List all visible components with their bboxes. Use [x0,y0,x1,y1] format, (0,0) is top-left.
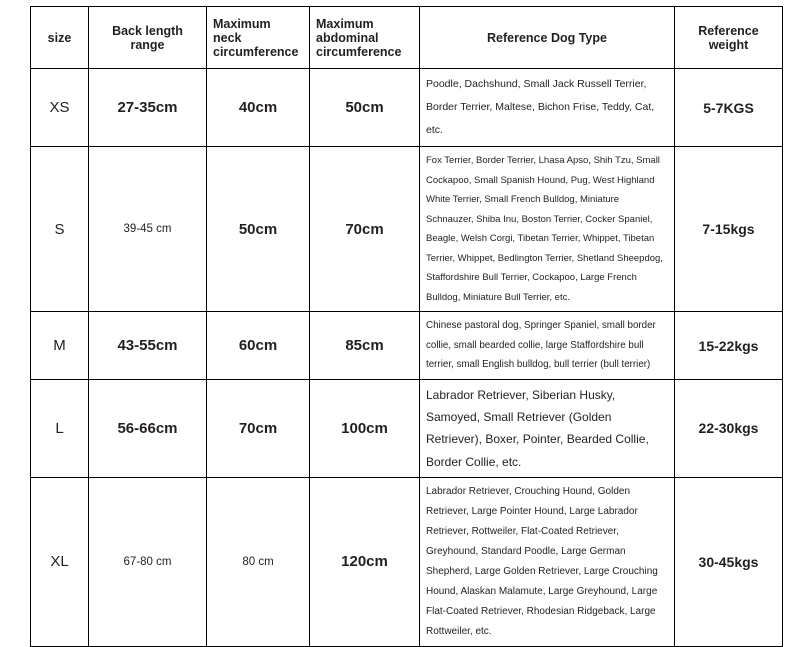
cell-breeds: Fox Terrier, Border Terrier, Lhasa Apso, Shih Tzu, Small Cockapoo, Small Spanish Hound, Pug, West Highland White Terrier, Small French Bulldog, Miniature Schnauzer, Shiba Inu, Boston Terrier, Cocker Spaniel, Beagle, Welsh Corgi, Tibetan Terrier, Whippet, Tibetan Terrier, Whippet, Bedlington Terrier, Shetland Sheepdog, Staffordshire Bull Terrier, Cockapoo, Large French Bulldog, Miniature Bull Terrier, etc. [420,147,675,312]
table-row [31,69,783,147]
header-abdominal-line2: circumference [316,44,402,59]
cell-breeds: Labrador Retriever, Crouching Hound, Golden Retriever, Large Pointer Hound, Large Labrador Retriever, Rottweiler, Flat-Coated Retriever, Greyhound, Standard Poodle, Large German Shepherd, Large Golden Retriever, Large Crouching Hound, Alaskan Malamute, Large Greyhound, Large Flat-Coated Retriever, Rhodesian Ridgeback, Large Rottweiler, etc. [420,477,675,646]
cell-neck: 50cm [207,147,310,312]
table-header-row [31,7,783,69]
cell-weight: 30-45kgs [675,477,783,646]
cell-back-length: 56-66cm [89,380,207,478]
cell-breeds: Labrador Retriever, Siberian Husky, Samoyed, Small Retriever (Golden Retriever), Boxer, Pointer, Bearded Collie, Border Collie, etc. [420,380,675,478]
header-neck-line1: Maximum [213,16,271,31]
header-reference-dog-type: Reference Dog Type [420,7,675,69]
cell-size: XL [31,477,89,646]
table-row [31,312,783,380]
cell-size: L [31,380,89,478]
table-row [31,380,783,478]
cell-weight: 15-22kgs [675,312,783,380]
cell-size: XS [31,69,89,147]
header-abdominal-line1: Maximum abdominal [316,16,379,45]
cell-back-length: 27-35cm [89,69,207,147]
cell-breeds: Poodle, Dachshund, Small Jack Russell Terrier, Border Terrier, Maltese, Bichon Frise, Teddy, Cat, etc. [420,69,675,147]
header-neck-circumference [207,7,310,69]
cell-neck: 80 cm [207,477,310,646]
size-chart-table [30,6,783,647]
header-reference-weight: Reference weight [675,7,783,69]
header-size: size [31,7,89,69]
cell-neck: 70cm [207,380,310,478]
cell-back-length: 39-45 cm [89,147,207,312]
cell-abdominal: 50cm [310,69,420,147]
table-body [31,69,783,647]
header-neck-line2: neck circumference [213,30,299,59]
cell-back-length: 67-80 cm [89,477,207,646]
cell-neck: 40cm [207,69,310,147]
cell-abdominal: 85cm [310,312,420,380]
cell-size: S [31,147,89,312]
header-abdominal-circumference [310,7,420,69]
cell-weight: 7-15kgs [675,147,783,312]
table-row [31,147,783,312]
cell-size: M [31,312,89,380]
cell-abdominal: 120cm [310,477,420,646]
table-row [31,477,783,646]
cell-neck: 60cm [207,312,310,380]
cell-weight: 5-7KGS [675,69,783,147]
cell-abdominal: 100cm [310,380,420,478]
header-back-length: Back length range [89,7,207,69]
cell-back-length: 43-55cm [89,312,207,380]
table-header [31,7,783,69]
cell-abdominal: 70cm [310,147,420,312]
cell-breeds: Chinese pastoral dog, Springer Spaniel, small border collie, small bearded collie, large Staffordshire bull terrier, small English bulldog, bull terrier (bull terrier) [420,312,675,380]
cell-weight: 22-30kgs [675,380,783,478]
